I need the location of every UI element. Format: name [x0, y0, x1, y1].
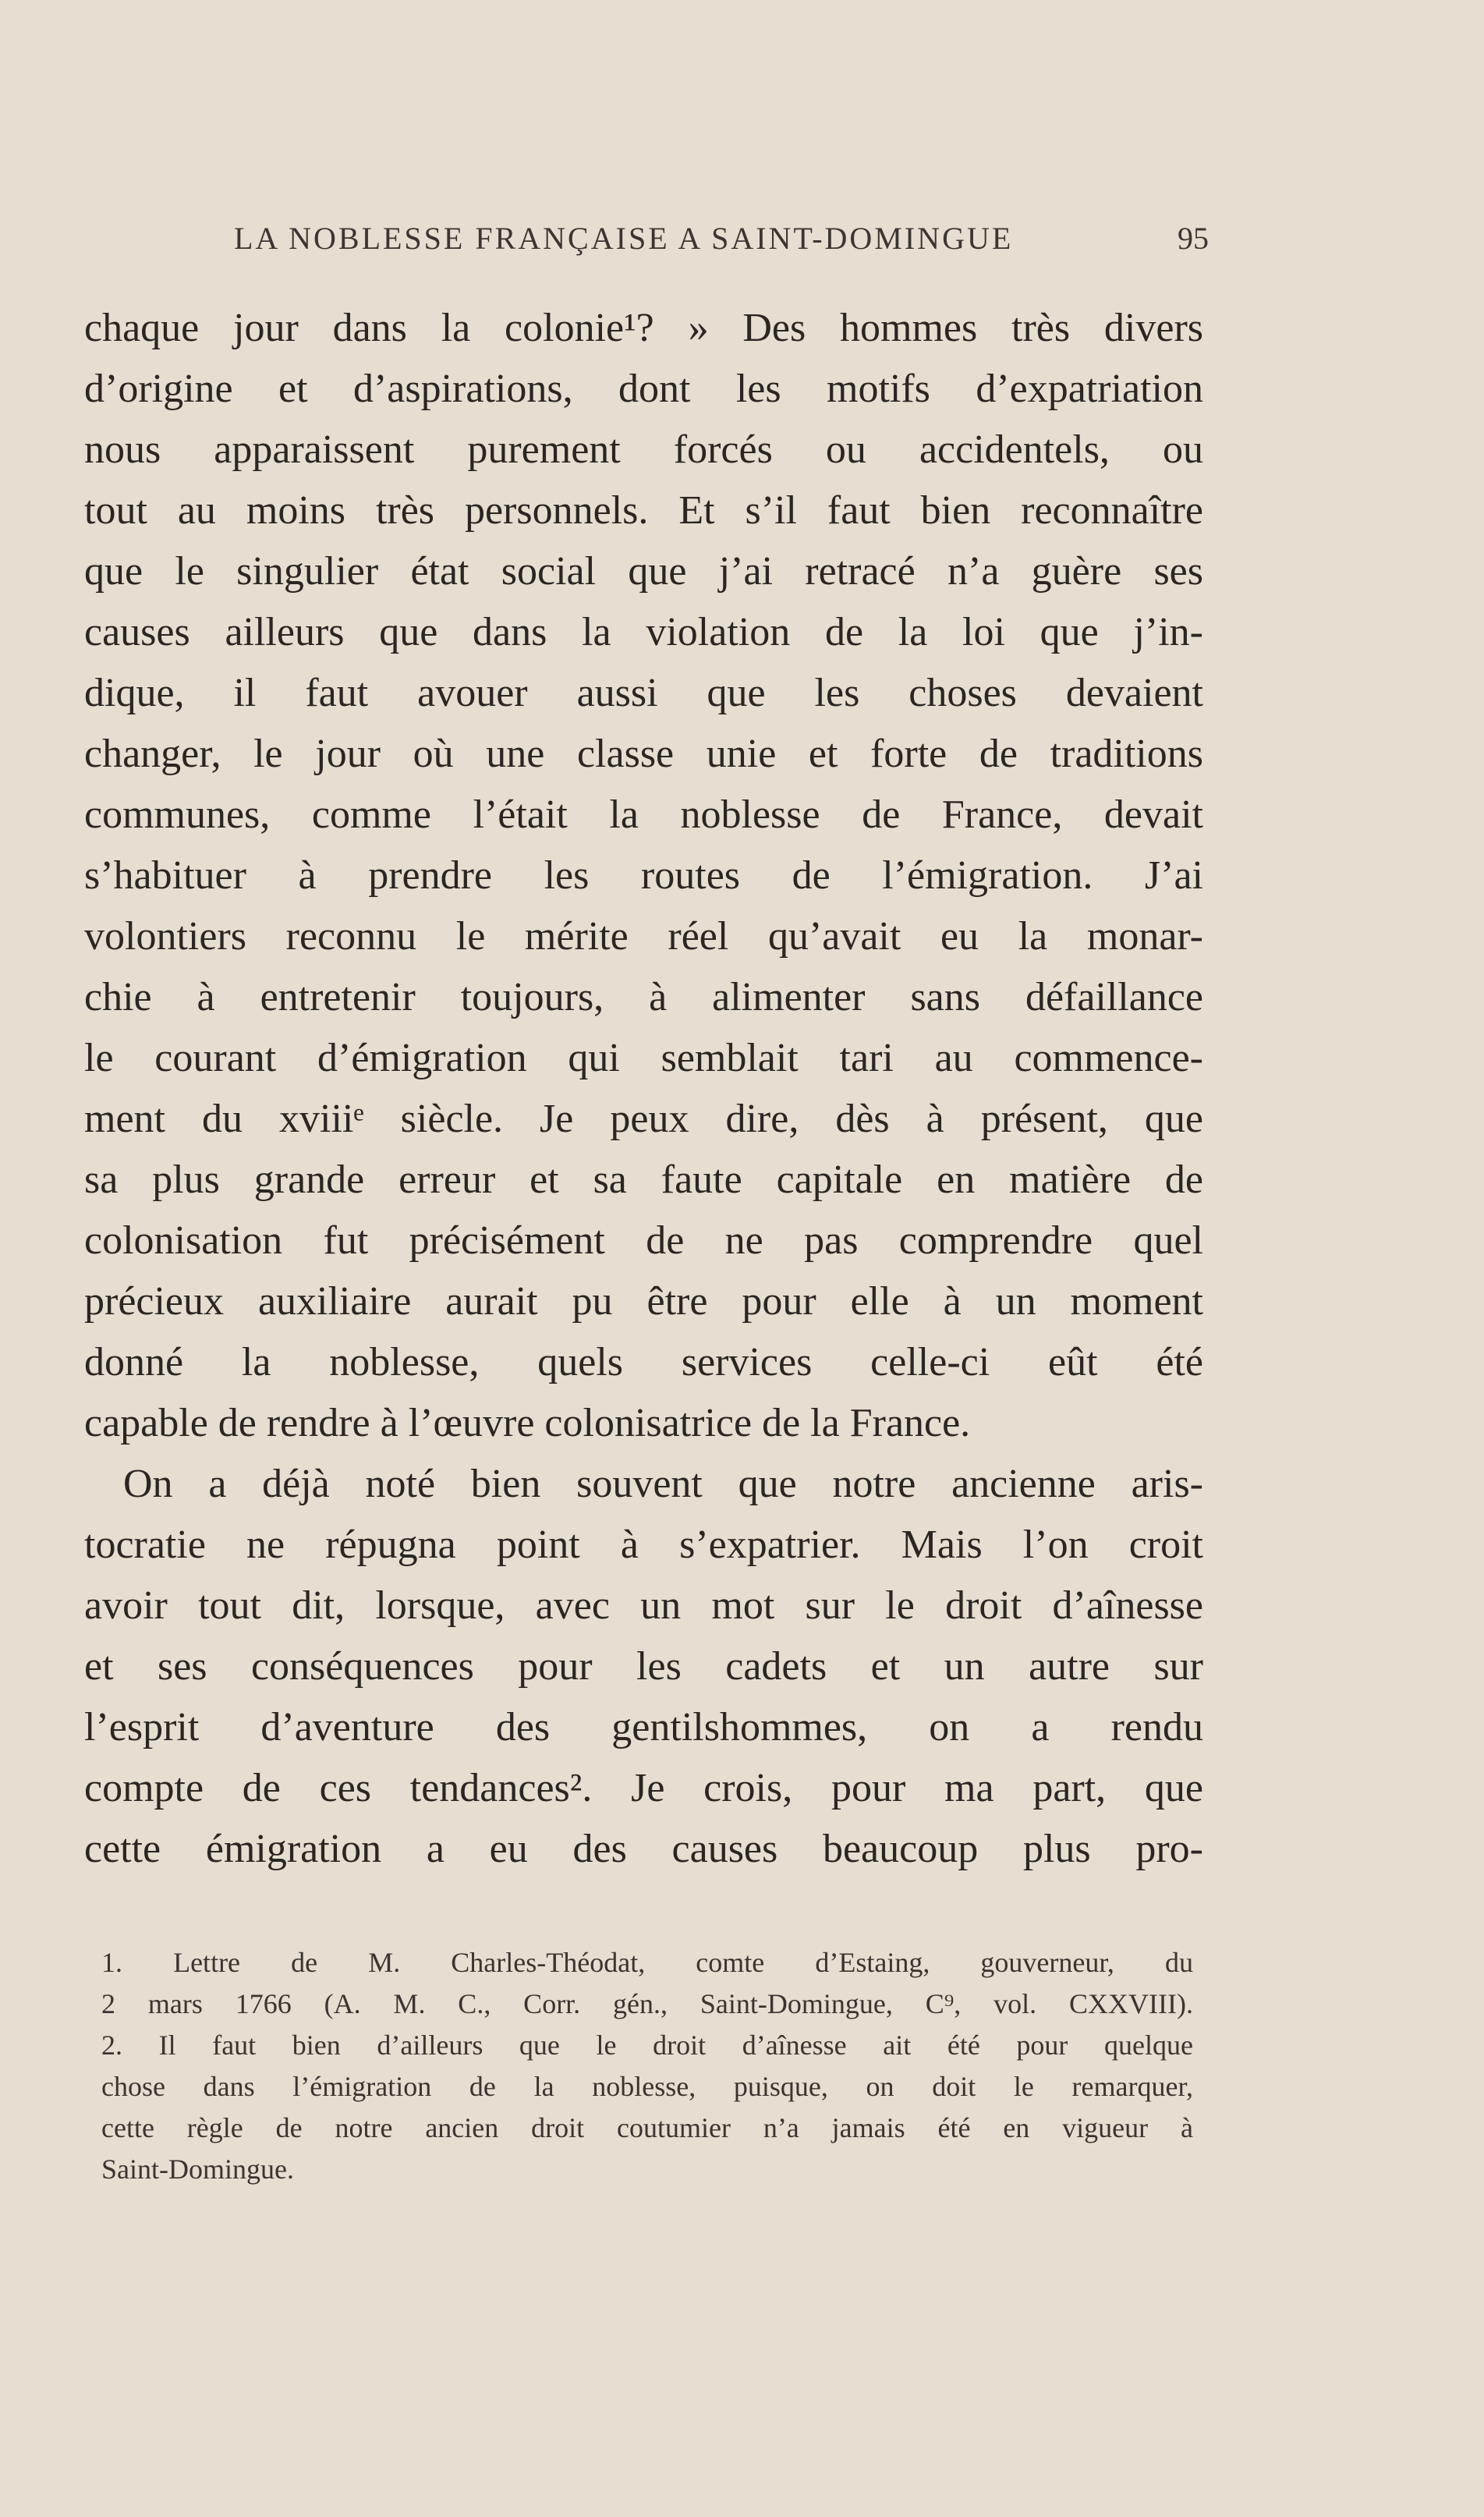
header-title: LA NOBLESSE FRANÇAISE A SAINT-DOMINGUE: [234, 220, 1014, 256]
text-line: nous apparaissent purement forcés ou accidentels, ou: [84, 427, 1203, 472]
running-header: [234, 218, 1209, 257]
main-text: [84, 298, 1203, 1880]
text-line: tout au moins très personnels. Et s’il faut bien reconnaître: [84, 488, 1203, 533]
footnote-line: cette règle de notre ancien droit coutumier n’a jamais été en vigueur à: [101, 2112, 1193, 2143]
text-line: ment du xviiiᵉ siècle. Je peux dire, dès à présent, que: [84, 1097, 1203, 1141]
text-line: colonisation fut précisément de ne pas comprendre quel: [84, 1218, 1203, 1263]
text-line: que le singulier état social que j’ai retracé n’a guère ses: [84, 549, 1203, 594]
text-line: dique, il faut avouer aussi que les choses devaient: [84, 671, 1203, 715]
text-line: précieux auxiliaire aurait pu être pour elle à un moment: [84, 1279, 1203, 1324]
footnote-line: 2 mars 1766 (A. M. C., Corr. gén., Saint-Domingue, C⁹, vol. CXXVIII).: [101, 1988, 1193, 2019]
text-line: chaque jour dans la colonie¹? » Des hommes très divers: [84, 306, 1203, 350]
text-line: chie à entretenir toujours, à alimenter sans défaillance: [84, 975, 1203, 1019]
footnote-line: chose dans l’émigration de la noblesse, puisque, on doit le remarquer,: [101, 2071, 1193, 2102]
text-line: avoir tout dit, lorsque, avec un mot sur le droit d’aînesse: [84, 1583, 1203, 1628]
text-line: d’origine et d’aspirations, dont les motifs d’expatriation: [84, 367, 1203, 411]
footnote-line: 2. Il faut bien d’ailleurs que le droit d’aînesse ait été pour quelque: [101, 2030, 1193, 2061]
text-line: On a déjà noté bien souvent que notre ancienne aris-: [123, 1462, 1203, 1506]
text-line: donné la noblesse, quels services celle-ci eût été: [84, 1340, 1203, 1384]
text-line: causes ailleurs que dans la violation de la loi que j’in-: [84, 610, 1203, 654]
text-line: s’habituer à prendre les routes de l’émigration. J’ai: [84, 853, 1203, 898]
text-line: communes, comme l’était la noblesse de France, devait: [84, 792, 1203, 837]
text-line: et ses conséquences pour les cadets et un autre sur: [84, 1644, 1203, 1689]
page-number: 95: [1178, 220, 1209, 256]
text-line: capable de rendre à l’œuvre colonisatrice de la France.: [84, 1401, 971, 1445]
text-line: l’esprit d’aventure des gentilshommes, on a rendu: [84, 1705, 1203, 1749]
footnote-line: Saint-Domingue.: [101, 2154, 294, 2185]
text-line: cette émigration a eu des causes beaucoup plus pro-: [84, 1827, 1203, 1871]
text-line: volontiers reconnu le mérite réel qu’avait eu la monar-: [84, 914, 1203, 959]
text-line: compte de ces tendances². Je crois, pour ma part, que: [84, 1766, 1203, 1810]
footnotes: [101, 1942, 1193, 2190]
text-line: tocratie ne répugna point à s’expatrier. Mais l’on croit: [84, 1523, 1203, 1567]
text-line: le courant d’émigration qui semblait tari au commence-: [84, 1036, 1203, 1080]
text-line: sa plus grande erreur et sa faute capitale en matière de: [84, 1157, 1203, 1202]
text-line: changer, le jour où une classe unie et forte de traditions: [84, 732, 1203, 776]
footnote-line: 1. Lettre de M. Charles-Théodat, comte d’Estaing, gouverneur, du: [101, 1947, 1193, 1978]
